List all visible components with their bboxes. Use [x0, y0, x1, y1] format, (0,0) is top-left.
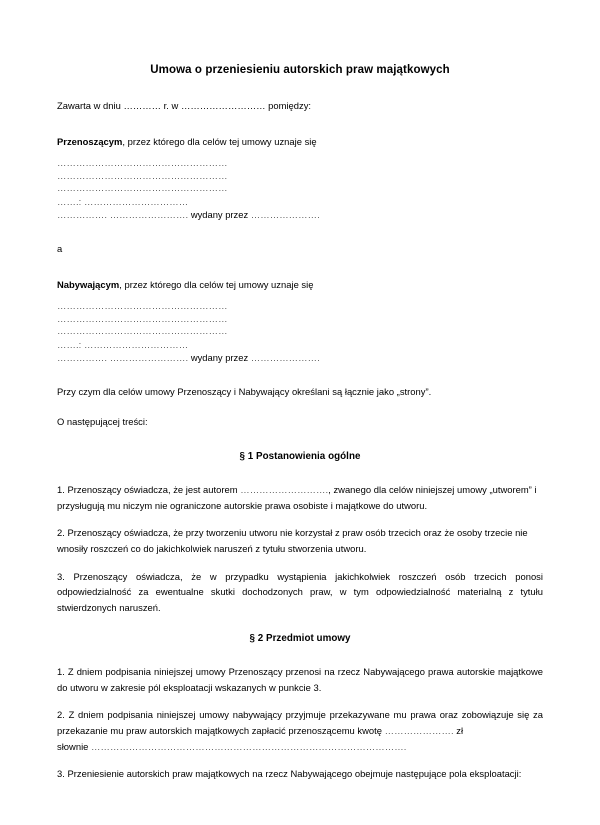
s1-p1-after: , zwanego dla celów niniejszej umowy „utworem” i przysługują mu niczym nie ograniczone autorskie prawa osobiste i majątkowe do utworu.	[57, 484, 537, 511]
party-one-heading	[57, 134, 543, 150]
party-two-fill-4b: ……………………………	[83, 338, 189, 350]
party-two-fill-4a: …….:	[57, 338, 82, 350]
party-one-fill-line-5	[57, 208, 543, 221]
party-two-fill-5a: …………….	[57, 351, 108, 363]
s1-p1-dots: ……………………….	[240, 484, 329, 496]
party-one-fill-5a: …………….	[57, 208, 108, 220]
party-one-issued-by-label: wydany przez	[190, 208, 249, 220]
document-content	[57, 0, 543, 782]
party-two-fill-line-2: ………………………………………………	[57, 312, 228, 324]
party-two-heading	[57, 277, 543, 293]
party-two-fill-5b: …………………….	[109, 351, 189, 363]
party-two-fill-line-1: ………………………………………………	[57, 300, 228, 312]
party-one-fill-line-2: ………………………………………………	[57, 169, 228, 181]
party-one-fill-4a: …….:	[57, 195, 82, 207]
parties-note: Przy czym dla celów umowy Przenoszący i Nabywający określani są łącznie jako „strony”.	[57, 385, 432, 397]
intro-line: Zawarta w dniu ………… r. w ……………………… pomiędzy:	[57, 100, 312, 111]
section-1-paragraph-1	[57, 482, 543, 513]
section-2-paragraph-1: 1. Z dniem podpisania niniejszej umowy Przenoszący przenosi na rzecz Nabywającego prawa autorskie majątkowe do utworu w zakresie pól eksploatacji wskazanych w punkcie 3.	[57, 666, 543, 693]
party-one-fill-line-1: ………………………………………………	[57, 157, 228, 169]
s2-slownie-label: słownie	[57, 740, 89, 752]
party-one-fill-4b: ……………………………	[83, 195, 189, 207]
section-2-paragraph-2	[57, 707, 543, 738]
party-two-name: Nabywającym	[57, 278, 120, 290]
party-two-issued-by-label: wydany przez	[190, 351, 249, 363]
party-two-rest: , przez którego dla celów tej umowy uznaje się	[119, 278, 314, 290]
party-one-rest: , przez którego dla celów tej umowy uznaje się	[122, 135, 317, 147]
section-2-heading: § 2 Przedmiot umowy	[249, 633, 351, 645]
section-1-paragraph-2: 2. Przenoszący oświadcza, że przy tworzeniu utworu nie korzystał z praw osób trzecich oraz że osoby trzecie nie wnosiły roszczeń co do jakichkolwiek naruszeń z tytułu stworzenia utworu.	[57, 527, 528, 554]
parties-separator: a	[57, 242, 63, 254]
party-two-fill-5c: ………………….	[250, 351, 320, 363]
section-2-paragraph-2-line3	[57, 739, 543, 755]
party-one-fill-5c: ………………….	[250, 208, 320, 220]
party-two-fill-line-5	[57, 351, 543, 364]
s2-p2-after: zł	[453, 725, 464, 737]
party-one-fill-line-4	[57, 195, 543, 208]
page-title: Umowa o przeniesieniu autorskich praw majątkowych	[150, 64, 450, 76]
s2-p2-dots: ………………….	[384, 725, 454, 737]
s2-p2-before: 2. Z dniem podpisania niniejszej umowy nabywający przyjmuje przekazywane mu prawa oraz zobowiązuje się za przekazanie mu praw autorskich majątkowych zapłacić przenoszącemu kwotę	[57, 709, 543, 737]
section-2-paragraph-3: 3. Przeniesienie autorskich praw majątkowych na rzecz Nabywającego obejmuje następujące pola eksploatacji:	[57, 768, 522, 780]
party-one-fill-line-3: ………………………………………………	[57, 182, 228, 194]
section-1-paragraph-3: 3. Przenoszący oświadcza, że w przypadku wystąpienia jakichkolwiek roszczeń osób trzecich ponosi odpowiedzialność za ewentualne skutki dochodzonych praw, w tym odpowiedzialność materialną z tytułu stwierdzonych naruszeń.	[57, 570, 543, 613]
party-two-fill-line-3: ………………………………………………	[57, 325, 228, 337]
s1-p1-before: 1. Przenoszący oświadcza, że jest autorem	[57, 484, 241, 496]
party-one-fill-5b: …………………….	[109, 208, 189, 220]
party-two-fill-line-4	[57, 338, 543, 351]
contents-intro: O następującej treści:	[57, 415, 148, 427]
party-one-name: Przenoszącym	[57, 135, 123, 147]
section-1-heading: § 1 Postanowienia ogólne	[239, 451, 361, 463]
s2-slownie-dots: ……………………………………………………………………………………….	[91, 740, 407, 752]
